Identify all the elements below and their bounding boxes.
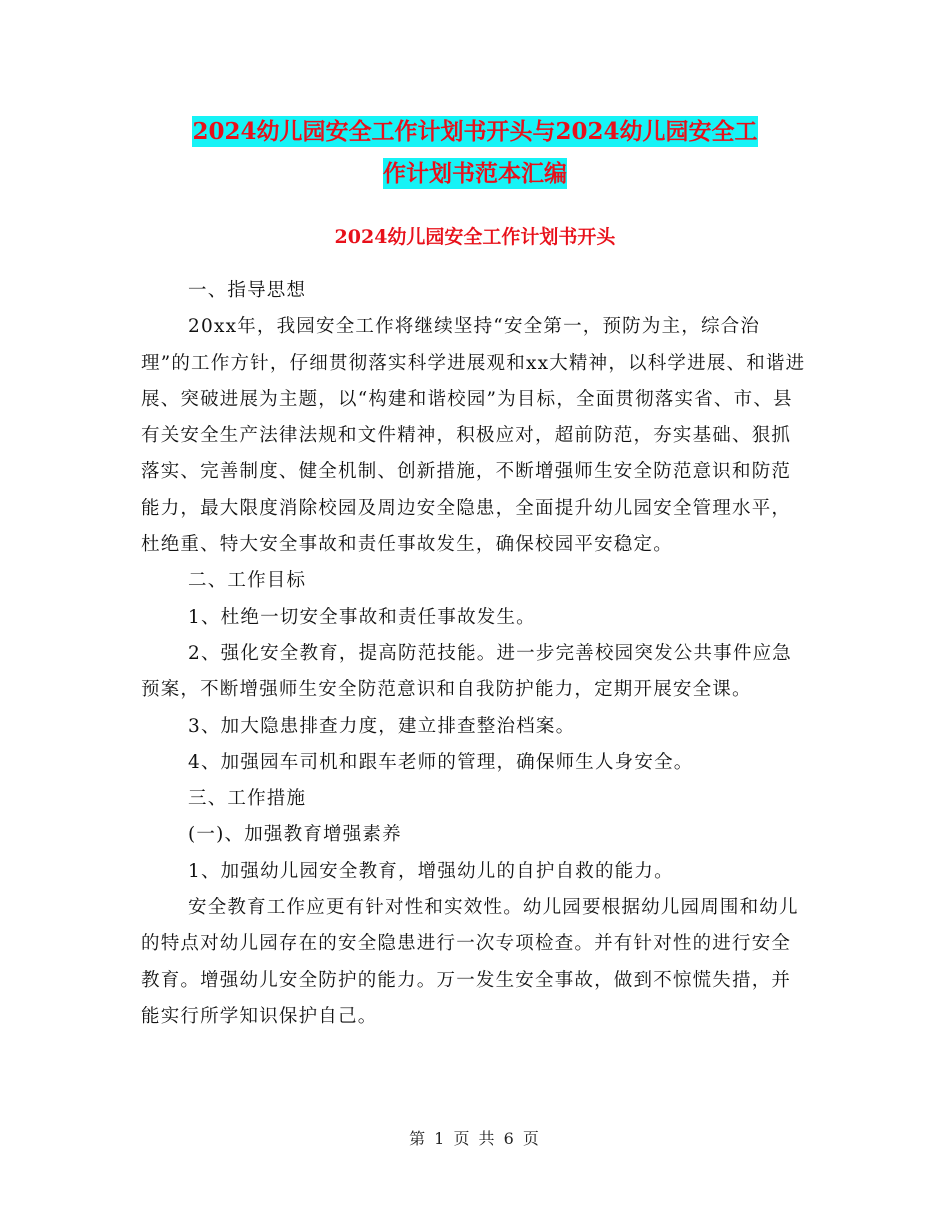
heading-guiding-ideology: 一、指导思想 bbox=[188, 280, 307, 301]
subheading-education: (一)、加强教育增强素养 bbox=[188, 824, 402, 846]
goal-item-1: 1、杜绝一切安全事故和责任事故发生。 bbox=[188, 606, 536, 628]
page-number-footer: 第 1 页 共 6 页 bbox=[409, 1129, 541, 1148]
paragraph-safety-education: 安全教育工作应更有针对性和实效性。幼儿园要根据幼儿园周围和幼儿的特点对幼儿园存在的安全隐患进行一次专项检查。并有针对性的进行安全教育。增强幼儿安全防护的能力。万一发生安全事故，做到不惊慌失措，并能实行所学知识保护自己。 bbox=[141, 897, 799, 1027]
heading-work-measures: 三、工作措施 bbox=[188, 788, 307, 810]
goal-item-2: 2、强化安全教育，提高防范技能。进一步完善校园突发公共事件应急预案，不断增强师生安全防范意识和自我防护能力，定期开展安全课。 bbox=[141, 642, 792, 701]
measure-item-1: 1、加强幼儿园安全教育，增强幼儿的自护自救的能力。 bbox=[188, 860, 674, 882]
section-title: 2024幼儿园安全工作计划书开头 bbox=[334, 226, 616, 248]
document-title-line-1: 2024幼儿园安全工作计划书开头与2024幼儿园安全工 bbox=[192, 118, 758, 145]
paragraph-guiding-ideology: 20xx年，我园安全工作将继续坚持“安全第一，预防为主，综合治理”的工作方针，仔细贯彻落实科学进展观和xx大精神，以科学进展、和谐进展、突破进展为主题，以“构建和谐校园”为目标，全面贯彻落实省、市、县有关安全生产法律法规和文件精神，积极应对，超前防范，夯实基础、狠抓落实、完善制度、健全机制、创新措施，不断增强师生安全防范意识和防范能力，最大限度消除校园及周边安全隐患，全面提升幼儿园安全管理水平，杜绝重、特大安全事故和责任事故发生，确保校园平安稳定。 bbox=[141, 316, 806, 556]
document-title-line-2: 作计划书范本汇编 bbox=[383, 160, 567, 187]
document-body bbox=[141, 273, 807, 1035]
goal-item-3: 3、加大隐患排查力度，建立排查整治档案。 bbox=[188, 715, 576, 737]
goal-item-4: 4、加强园车司机和跟车老师的管理，确保师生人身安全。 bbox=[188, 751, 694, 773]
heading-work-goals: 二、工作目标 bbox=[188, 570, 307, 592]
